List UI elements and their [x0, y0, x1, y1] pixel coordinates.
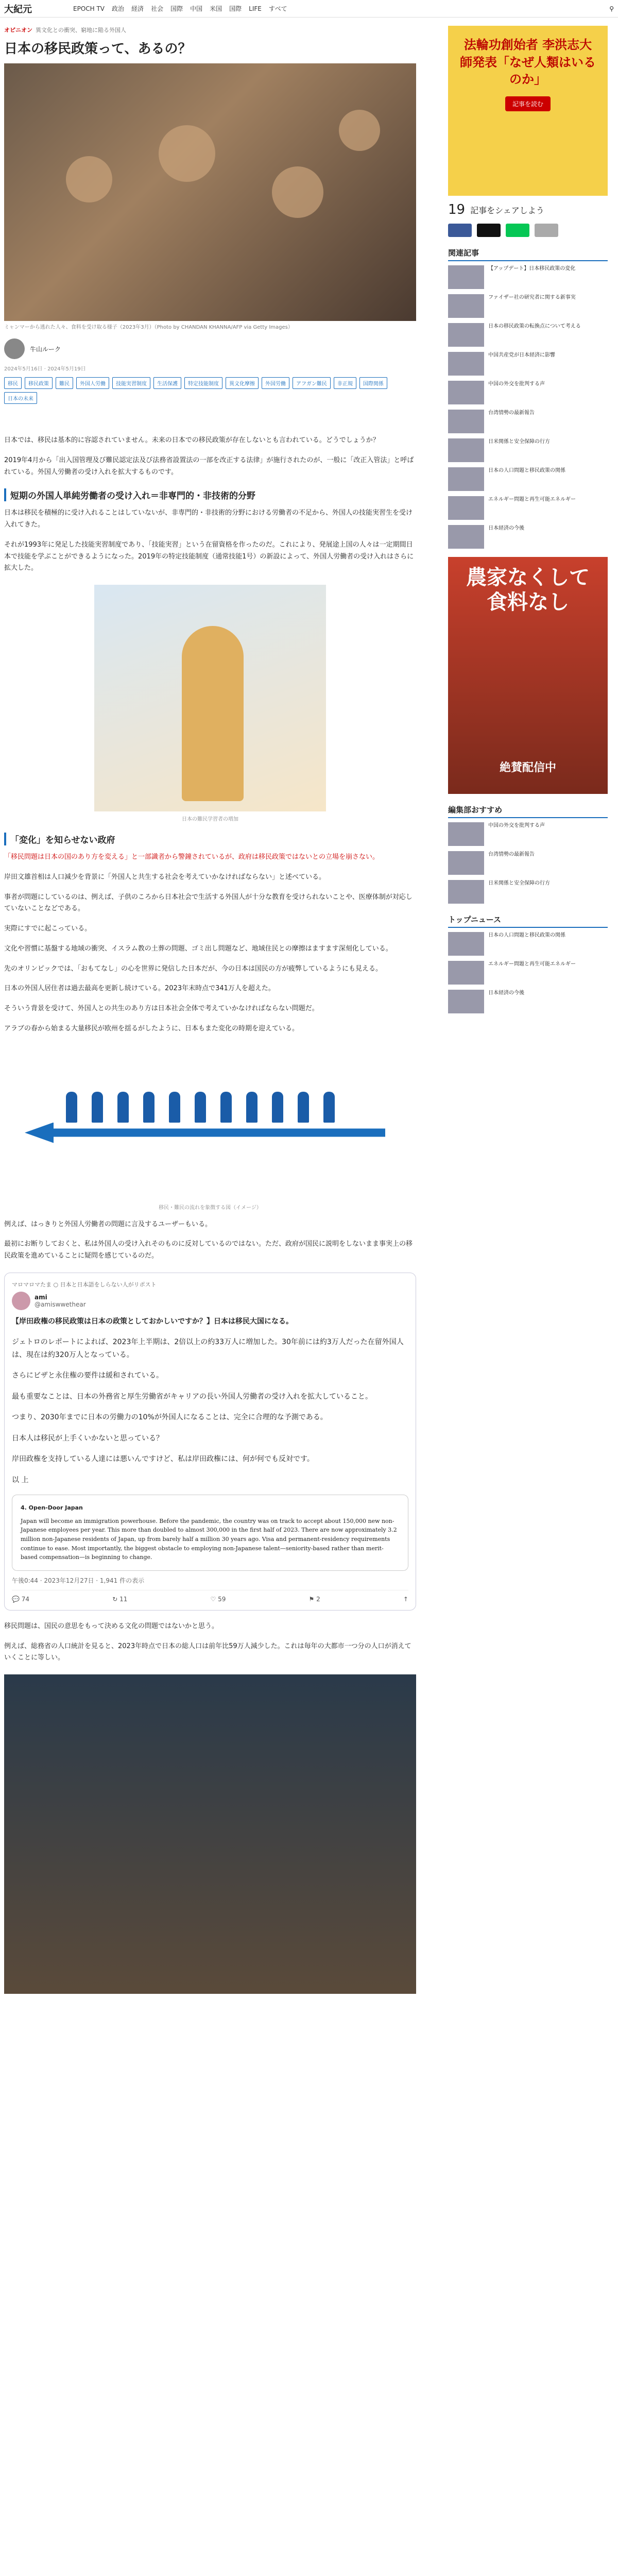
- share-icon[interactable]: ↑: [403, 1595, 408, 1603]
- paragraph: 例えば、総務省の人口統計を見ると、2023年時点で日本の総人口は前年比59万人減少した。これは毎年の大都市一つ分の人口が消えていくことに等しい。: [4, 1642, 411, 1662]
- card-title: 4. Open-Door Japan: [21, 1504, 83, 1512]
- tag[interactable]: 非正規: [334, 377, 356, 389]
- ad-banner[interactable]: [448, 557, 608, 794]
- related-item[interactable]: 日本の人口問題と移民政策の関係: [448, 932, 608, 956]
- image-caption: 日本の難民学習者の増加: [182, 817, 238, 822]
- tweet-time: 午後0:44 · 2023年12月27日 · 1,941 件の表示: [12, 1577, 145, 1584]
- top-news-heading: トップニュース: [448, 914, 608, 928]
- tag[interactable]: 難民: [56, 377, 73, 389]
- tag[interactable]: 移民: [4, 377, 22, 389]
- main-nav: [73, 4, 295, 13]
- article-image: [94, 585, 326, 811]
- nav-item[interactable]: 国際: [229, 5, 242, 12]
- related-item[interactable]: 日本経済の今後: [448, 990, 608, 1013]
- tag[interactable]: 特定技能制度: [184, 377, 222, 389]
- paragraph: アラブの春から始まる大量移民が欧州を揺るがしたように、日本もまた変化の時期を迎えている。: [4, 1024, 299, 1032]
- related-item[interactable]: 日本の移民政策の転換点について考える: [448, 323, 608, 347]
- paragraph: 日本は移民を積極的に受け入れることはしていないが、非専門的・非技術的分野における労働者の不足から、外国人の技能実習生を受け入れてきた。: [4, 509, 413, 529]
- tweet-text: つまり、2030年までに日本の労働力の10%が外国人になることは、完全に合理的な予測である。: [12, 1413, 328, 1422]
- nav-item[interactable]: 国際: [170, 5, 183, 12]
- share-count: 19: [448, 202, 466, 217]
- nav-item[interactable]: LIFE: [249, 5, 262, 12]
- bookmark-button[interactable]: ⚑ 2: [308, 1595, 320, 1603]
- tag[interactable]: 外国人労働: [76, 377, 109, 389]
- related-item[interactable]: 日本の人口問題と移民政策の関係: [448, 467, 608, 491]
- paragraph: そういう背景を受けて、外国人との共生のあり方は日本社会全体で考えていかなければならない問題だ。: [4, 1005, 319, 1012]
- paragraph: 移民問題は、国民の意思をもって決める文化の問題ではないかと思う。: [4, 1622, 219, 1630]
- paragraph: それが1993年に発足した技能実習制度であり、「技能実習」という在留資格を作ったのだ。これにより、発展途上国の人々は一定期間日本で技能を学ぶことができるようになった。2019年の特定技能制度（通常技能1号）の新設によって、外国人労働者の受け入れはさらに拡大した。: [4, 540, 414, 572]
- line-icon[interactable]: [506, 224, 529, 237]
- paragraph: 「移民問題は日本の国のあり方を変える」と一部識者から警鐘されているが、政府は移民政策ではないとの立場を崩さない。: [4, 853, 380, 861]
- publish-date: 2024年5月16日 · 2024年5月19日: [4, 366, 86, 372]
- ad-subtitle: 絶賛配信中: [499, 761, 556, 774]
- card-text: Japan will become an immigration powerhouse. Before the pandemic, the country was on track to accept about 150,000 new non-Japanese employees per year. This more than doubled to almost 300,000 in the first half of 2023. There are now approximately 3.2 million non-Japanese residents of Japan, up from barely half a million 30 years ago. Visa and permanent-residency requirements continue to ease. Most importantly, the biggest obstacle to employing non-Japanese talent—seniority-based rather than merit-based compensation—is beginning to change.: [21, 1517, 397, 1561]
- editor-picks-heading: 編集部おすすめ: [448, 804, 608, 818]
- repost-note: マロマロマたま ○ 日本と日本語をしらない人がリポスト: [12, 1281, 157, 1288]
- tag[interactable]: 生活保護: [153, 377, 181, 389]
- hero-image: [4, 63, 416, 321]
- share-bar: [448, 202, 608, 217]
- paragraph: 文化や習慣に基盤する地域の衝突、イスラム教の土葬の問題、ゴミ出し問題など、地域住民との摩擦はますます深刻化している。: [4, 944, 392, 953]
- tag[interactable]: 国際関係: [359, 377, 387, 389]
- nav-item[interactable]: 米国: [210, 5, 222, 12]
- embedded-tweet[interactable]: [4, 1273, 416, 1611]
- related-item[interactable]: 中国の外交を批判する声: [448, 381, 608, 404]
- hero-caption: ミャンマーから逃れた人々、食料を受け取る様子（2023年3月）（Photo by CHANDAN KHANNA/AFP via Getty Images）: [4, 325, 293, 330]
- section-heading: 「変化」を知らせない政府: [4, 833, 416, 845]
- author: [4, 338, 416, 359]
- paragraph: 事者が問題にしているのは、例えば、子供のころから日本社会で生活する外国人が十分な教育を受けられないことや、医療体制が対応していないことなどである。: [4, 893, 413, 913]
- paragraph: 日本では、移民は基本的に容認されていません。未来の日本での移民政策が存在しないとも言われている。どうでしょうか？: [4, 436, 380, 444]
- tweet-actions: [12, 1590, 408, 1603]
- tag-list: [4, 377, 416, 404]
- tweet-text: 岸田政権を支持している人達には悪いんですけど、私は岸田政権には、何が何でも反対です。: [12, 1455, 314, 1464]
- tweet-text: ジェトロのレポートによれば、2023年上半期は、2倍以上の約33万人に増加した。30年前には約3万人だった在留外国人は、現在は約320万人となっている。: [12, 1338, 404, 1359]
- related-item[interactable]: ファイザー社の研究者に関する新事実: [448, 294, 608, 318]
- nav-item[interactable]: すべて: [268, 5, 287, 12]
- tag[interactable]: 日本の未来: [4, 392, 37, 404]
- related-item[interactable]: エネルギー問題と再生可能エネルギー: [448, 961, 608, 985]
- related-item[interactable]: 中国の外交を批判する声: [448, 822, 608, 846]
- nav-item[interactable]: 社会: [151, 5, 164, 12]
- paragraph: 例えば、はっきりと外国人労働者の問題に言及するユーザーもいる。: [4, 1220, 212, 1228]
- paragraph: 2019年4月から「出入国管理及び難民認定法及び法務省設置法の一部を改正する法律」が施行されたのが、一般に「改正入管法」と呼ばれている。外国人労働者の受け入れを拡大するものです。: [4, 456, 414, 476]
- nav-item[interactable]: 政治: [112, 5, 125, 12]
- article-image: [4, 1674, 416, 1994]
- share-label: 記事をシェアしよう: [470, 205, 544, 215]
- tweet-author[interactable]: ami: [35, 1293, 47, 1301]
- ad-banner[interactable]: [448, 26, 608, 196]
- paragraph: 先のオリンピックでは、「おもてなし」の心を世界に発信した日本だが、今の日本は国民の方が疲弊しているようにも見える。: [4, 964, 382, 973]
- tag[interactable]: 技能実習制度: [112, 377, 150, 389]
- site-logo[interactable]: 大紀元: [4, 4, 32, 15]
- sidebar: [448, 26, 608, 1019]
- retweet-button[interactable]: ↻ 11: [112, 1595, 128, 1603]
- top-bar: [0, 0, 618, 18]
- breadcrumb-section[interactable]: オピニオン: [4, 27, 32, 33]
- related-item[interactable]: 台湾情勢の最新報告: [448, 851, 608, 875]
- share-buttons: [448, 224, 608, 237]
- tweet-text: 日本人は移民が上手くいかないと思っている？: [12, 1434, 163, 1443]
- section-heading: 短期の外国人単純労働者の受け入れ＝非専門的・非技術的分野: [4, 488, 416, 501]
- like-button[interactable]: ♡ 59: [210, 1595, 226, 1603]
- related-item[interactable]: 日本経済の今後: [448, 525, 608, 549]
- ad-title: 農家なくして食料なし: [466, 565, 590, 614]
- article: [4, 26, 416, 1994]
- paragraph: 岸田文雄首相は人口減少を背景に「外国人と共生する社会を考えていかなければならない」と述べている。: [4, 873, 326, 881]
- nav-item[interactable]: 中国: [190, 5, 203, 12]
- related-item[interactable]: 【アップデート】日本移民政策の変化: [448, 265, 608, 289]
- paragraph: 実際にすでに起こっている。: [4, 925, 92, 933]
- related-heading: 関連記事: [448, 247, 608, 261]
- reply-button[interactable]: 💬 74: [12, 1595, 30, 1603]
- related-item[interactable]: エネルギー問題と再生可能エネルギー: [448, 496, 608, 520]
- tweet-text: さらにビザと永住権の要件は緩和されている。: [12, 1371, 163, 1380]
- ad-button[interactable]: 記事を読む: [505, 96, 551, 111]
- author-name[interactable]: 牛山ルーク: [30, 345, 61, 353]
- ad-title: 法輪功創始者 李洪志大師発表「なぜ人類はいるのか」: [460, 37, 596, 87]
- tweet-image-card[interactable]: [12, 1495, 408, 1571]
- tag[interactable]: 移民政策: [25, 377, 53, 389]
- facebook-icon[interactable]: [448, 224, 472, 237]
- article-image: [4, 1045, 416, 1200]
- related-item[interactable]: 中国共産党が日本経済に影響: [448, 352, 608, 376]
- nav-item[interactable]: 経済: [131, 5, 144, 12]
- image-caption: 移民・難民の流れを象徴する図（イメージ）: [159, 1205, 262, 1211]
- tag[interactable]: 異文化摩擦: [226, 377, 259, 389]
- tweet-text: 以 上: [12, 1476, 29, 1484]
- tag[interactable]: アフガン難民: [293, 377, 331, 389]
- tag[interactable]: 外国労働: [262, 377, 289, 389]
- breadcrumb: [4, 26, 416, 34]
- related-item[interactable]: 日米関係と安全保障の行方: [448, 880, 608, 904]
- related-item[interactable]: 台湾情勢の最新報告: [448, 410, 608, 433]
- avatar[interactable]: [12, 1292, 30, 1310]
- breadcrumb-sub: 異文化との衝突、窮地に陥る外国人: [36, 27, 126, 33]
- tweet-text: 【岸田政権の移民政策は日本の政策としておかしいですか？】日本は移民大国になる。: [12, 1317, 293, 1326]
- x-icon[interactable]: [477, 224, 501, 237]
- paragraph: 最初にお断りしておくと、私は外国人の受け入れそのものに反対しているのではない。ただ、政府が国民に説明をしないまま事実上の移民政策を進めていることに疑問を感じているのだ。: [4, 1240, 413, 1260]
- paragraph: 日本の外国人居住者は過去最高を更新し続けている。2023年末時点で341万人を超えた。: [4, 985, 275, 993]
- avatar[interactable]: [4, 338, 25, 359]
- tweet-text: 最も重要なことは、日本の外務省と厚生労働省がキャリアの長い外国人労働者の受け入れを拡大していること。: [12, 1392, 372, 1401]
- tweet-handle[interactable]: @amiswwethear: [35, 1300, 86, 1308]
- related-item[interactable]: 日米関係と安全保障の行方: [448, 438, 608, 462]
- article-title: 日本の移民政策って、あるの？: [4, 41, 192, 57]
- nav-item[interactable]: EPOCH TV: [73, 5, 105, 12]
- email-icon[interactable]: [535, 224, 558, 237]
- search-icon[interactable]: ⚲: [609, 5, 614, 12]
